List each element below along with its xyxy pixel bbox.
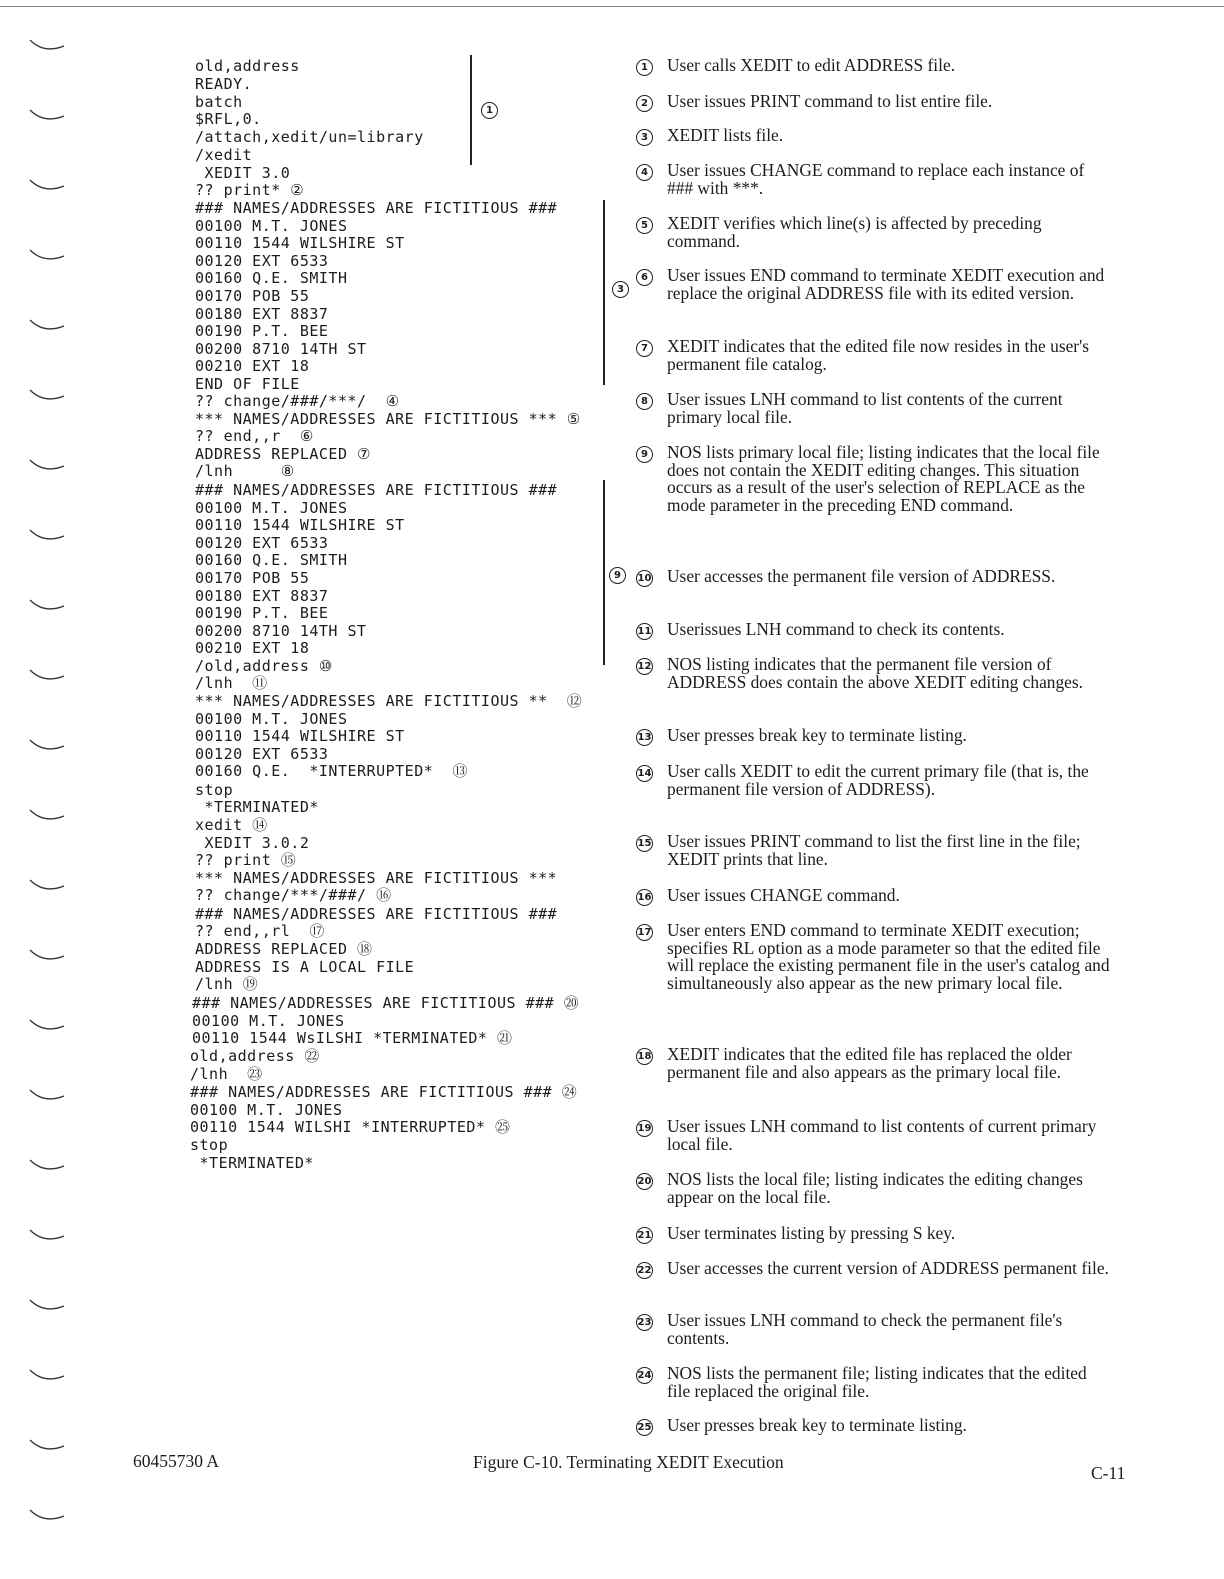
terminal-line: XEDIT 3.0	[195, 164, 291, 182]
callout-number: 23	[636, 1314, 653, 1331]
terminal-line: *TERMINATED*	[195, 798, 319, 816]
terminal-line: /lnh ㉓	[190, 1065, 263, 1083]
callout-number: 13	[636, 729, 653, 746]
bracket-1	[466, 55, 472, 165]
terminal-line: END OF FILE	[195, 375, 300, 393]
binding-scallop	[30, 740, 64, 749]
annotation-text: User issues PRINT command to list the first line in the file; XEDIT prints that line.	[667, 831, 1081, 869]
terminal-line: ?? change/***/###/ ⑯	[195, 886, 392, 904]
annotation-item	[636, 444, 1114, 514]
terminal-line: 00180 EXT 8837	[195, 587, 329, 605]
terminal-line: ### NAMES/ADDRESSES ARE FICTITIOUS ###	[195, 481, 558, 499]
annotation-item	[636, 922, 1114, 992]
annotation-item	[636, 57, 1114, 75]
binding-scallop	[30, 390, 64, 399]
terminal-line: ### NAMES/ADDRESSES ARE FICTITIOUS ### ⑳	[192, 994, 580, 1012]
callout-number: 9	[636, 446, 653, 463]
annotation-text: User issues LNH command to list contents of the current primary local file.	[667, 389, 1063, 427]
terminal-line: 00110 1544 WILSHIRE ST	[195, 516, 405, 534]
callout-number: 21	[636, 1227, 653, 1244]
terminal-line: /lnh ⑲	[195, 975, 259, 993]
binding-scallop	[30, 1510, 64, 1519]
figure-caption: Figure C-10. Terminating XEDIT Execution	[473, 1452, 784, 1472]
terminal-line: 00180 EXT 8837	[195, 305, 329, 323]
annotation-text: XEDIT indicates that the edited file now resides in the user's permanent file catalog.	[667, 336, 1090, 374]
terminal-line: 00110 1544 WsILSHI *TERMINATED* ㉑	[192, 1029, 513, 1047]
terminal-line: 00120 EXT 6533	[195, 534, 329, 552]
annotation-item	[636, 1417, 1114, 1435]
binding-scallop	[30, 460, 64, 469]
annotation-text: User accesses the permanent file version of ADDRESS.	[667, 566, 1056, 586]
terminal-line: ADDRESS IS A LOCAL FILE	[195, 958, 415, 976]
annotation-item	[636, 727, 1114, 745]
annotation-text: User presses break key to terminate listing.	[667, 725, 967, 745]
terminal-line: 00100 M.T. JONES	[195, 499, 348, 517]
terminal-line: *** NAMES/ADDRESSES ARE FICTITIOUS ** ⑫	[195, 692, 583, 710]
binding-scallop	[30, 250, 64, 259]
annotation-item	[636, 1171, 1114, 1206]
annotation-text: NOS lists the local file; listing indicates the editing changes appear on the local file.	[667, 1169, 1083, 1207]
terminal-line: 00160 Q.E. *INTERRUPTED* ⑬	[195, 762, 468, 780]
callout-number: 20	[636, 1173, 653, 1190]
callout-number: 16	[636, 889, 653, 906]
annotation-text: User accesses the current version of ADDRESS permanent file.	[667, 1258, 1109, 1278]
terminal-line: ### NAMES/ADDRESSES ARE FICTITIOUS ### ㉔	[190, 1083, 578, 1101]
binding-scallop	[30, 1090, 64, 1099]
terminal-line: 00100 M.T. JONES	[192, 1012, 345, 1030]
top-rule	[0, 6, 1224, 7]
terminal-line: /xedit	[195, 146, 253, 164]
annotation-item	[636, 1118, 1114, 1153]
callout-number: 18	[636, 1048, 653, 1065]
annotation-item	[636, 1312, 1114, 1347]
annotation-text: User issues CHANGE command to replace each instance of ### with ***.	[667, 160, 1085, 198]
terminal-line: xedit ⑭	[195, 816, 268, 834]
annotation-text: NOS lists the permanent file; listing indicates that the edited file replaced the original file.	[667, 1363, 1087, 1401]
terminal-line: 00170 POB 55	[195, 569, 310, 587]
callout-number: 1	[636, 59, 653, 76]
terminal-line: ?? change/###/***/ ④	[195, 392, 400, 410]
callout-number: 5	[636, 217, 653, 234]
terminal-line: 00110 1544 WILSHI *INTERRUPTED* ㉕	[190, 1118, 511, 1136]
terminal-line: 00160 Q.E. SMITH	[195, 551, 348, 569]
callout-number: 8	[636, 393, 653, 410]
annotation-item	[636, 338, 1114, 373]
annotation-item	[636, 127, 1114, 145]
callout-number: 10	[636, 570, 653, 587]
terminal-line: /lnh ⑪	[195, 674, 268, 692]
annotation-item	[636, 763, 1114, 798]
binding-scallop	[30, 950, 64, 959]
binding-scallop	[30, 880, 64, 889]
terminal-line: stop	[190, 1136, 229, 1154]
callout-number: 7	[636, 340, 653, 357]
terminal-line: $RFL,0.	[195, 110, 262, 128]
annotation-text: User issues CHANGE command.	[667, 885, 900, 905]
bracket-3	[599, 200, 605, 385]
callout-number: 12	[636, 658, 653, 675]
page-number: C-11	[1091, 1463, 1126, 1483]
document-number: 60455730 A	[133, 1451, 220, 1471]
terminal-line: /old,address ⑩	[195, 657, 333, 675]
binding-scallop	[30, 600, 64, 609]
annotation-item	[636, 621, 1114, 639]
terminal-line: 00190 P.T. BEE	[195, 322, 329, 340]
binding-scallop	[30, 1300, 64, 1309]
terminal-line: ### NAMES/ADDRESSES ARE FICTITIOUS ###	[195, 199, 558, 217]
terminal-line: ?? end,,rl ⑰	[195, 922, 325, 940]
terminal-line: 00110 1544 WILSHIRE ST	[195, 727, 405, 745]
terminal-line: *** NAMES/ADDRESSES ARE FICTITIOUS *** ⑤	[195, 410, 581, 428]
binding-scallop	[30, 40, 64, 49]
terminal-line: READY.	[195, 75, 253, 93]
terminal-line: 00110 1544 WILSHIRE ST	[195, 234, 405, 252]
annotation-item	[636, 391, 1114, 426]
terminal-line: *TERMINATED*	[190, 1154, 314, 1172]
binding-scallop	[30, 810, 64, 819]
terminal-line: old,address ㉒	[190, 1047, 320, 1065]
callout-number: 6	[636, 269, 653, 286]
binding-scallop	[30, 530, 64, 539]
annotation-item	[636, 1260, 1114, 1278]
annotation-item	[636, 1046, 1114, 1081]
annotation-text: User issues PRINT command to list entire file.	[667, 91, 993, 111]
annotation-item	[636, 1365, 1114, 1400]
annotation-text: User terminates listing by pressing S key.	[667, 1223, 956, 1243]
annotation-item	[636, 568, 1114, 586]
annotation-text: User calls XEDIT to edit ADDRESS file.	[667, 55, 956, 75]
binding-scallop	[30, 110, 64, 119]
binding-scallop	[30, 1440, 64, 1449]
annotation-item	[636, 267, 1114, 302]
annotation-item	[636, 833, 1114, 868]
terminal-line: 00190 P.T. BEE	[195, 604, 329, 622]
annotation-text: XEDIT indicates that the edited file has replaced the older permanent file and also appears as the primary local file.	[667, 1044, 1072, 1082]
terminal-line: 00120 EXT 6533	[195, 252, 329, 270]
terminal-line: 00210 EXT 18	[195, 357, 310, 375]
callout-number: 14	[636, 765, 653, 782]
bracket-9	[599, 480, 605, 665]
terminal-line: 00160 Q.E. SMITH	[195, 269, 348, 287]
binding-scallops	[22, 40, 72, 1560]
annotation-text: NOS listing indicates that the permanent file version of ADDRESS does contain the above XEDIT editing changes.	[667, 654, 1084, 692]
terminal-line: ADDRESS REPLACED ⑦	[195, 445, 371, 463]
callout-number: 3	[636, 129, 653, 146]
callout-number: 24	[636, 1367, 653, 1384]
binding-scallop	[30, 1020, 64, 1029]
terminal-line: ADDRESS REPLACED ⑱	[195, 940, 373, 958]
terminal-line: ?? end,,r ⑥	[195, 427, 314, 445]
callout-number: 11	[636, 623, 653, 640]
terminal-line: 00100 M.T. JONES	[195, 217, 348, 235]
terminal-line: XEDIT 3.0.2	[195, 834, 310, 852]
binding-scallop	[30, 670, 64, 679]
annotation-text: User issues LNH command to list contents of current primary local file.	[667, 1116, 1097, 1154]
callout-number: 15	[636, 835, 653, 852]
terminal-line: ?? print ⑮	[195, 851, 297, 869]
annotation-text: Userissues LNH command to check its contents.	[667, 619, 1005, 639]
callout-number: 22	[636, 1262, 653, 1279]
annotation-text: User calls XEDIT to edit the current primary file (that is, the permanent file version of ADDRESS).	[667, 761, 1089, 799]
callout-number: 19	[636, 1120, 653, 1137]
annotation-item	[636, 93, 1114, 111]
annotation-item	[636, 215, 1114, 250]
terminal-line: ?? print* ②	[195, 181, 305, 199]
annotation-text: User issues END command to terminate XEDIT execution and replace the original ADDRESS file with its edited version.	[667, 265, 1105, 303]
bracket-label-1: 1	[481, 102, 498, 119]
bracket-label-3: 3	[612, 281, 629, 298]
binding-scallop	[30, 180, 64, 189]
terminal-line: *** NAMES/ADDRESSES ARE FICTITIOUS ***	[195, 869, 558, 887]
annotation-text: NOS lists primary local file; listing indicates that the local file does not contain the XEDIT editing changes. This situation occurs as a result of the user's selection of REPLACE as the mode parameter in the preceding END command.	[667, 442, 1100, 515]
terminal-line: /attach,xedit/un=library	[195, 128, 424, 146]
terminal-line: batch	[195, 93, 243, 111]
terminal-line: ### NAMES/ADDRESSES ARE FICTITIOUS ###	[195, 905, 558, 923]
annotation-item	[636, 162, 1114, 197]
terminal-line: /lnh ⑧	[195, 462, 295, 480]
terminal-line: 00170 POB 55	[195, 287, 310, 305]
terminal-line: old,address	[195, 57, 300, 75]
binding-scallop	[30, 1230, 64, 1239]
binding-scallop	[30, 320, 64, 329]
binding-scallop	[30, 1160, 64, 1169]
callout-number: 17	[636, 924, 653, 941]
terminal-line: 00200 8710 14TH ST	[195, 622, 367, 640]
annotation-text: XEDIT lists file.	[667, 125, 784, 145]
terminal-line: 00120 EXT 6533	[195, 745, 329, 763]
terminal-line: 00210 EXT 18	[195, 639, 310, 657]
annotation-text: User presses break key to terminate listing.	[667, 1415, 967, 1435]
binding-scallop	[30, 1370, 64, 1379]
callout-number: 25	[636, 1419, 653, 1436]
terminal-line: 00200 8710 14TH ST	[195, 340, 367, 358]
bracket-label-9: 9	[609, 567, 626, 584]
annotation-item	[636, 656, 1114, 691]
callout-number: 2	[636, 95, 653, 112]
terminal-line: 00100 M.T. JONES	[195, 710, 348, 728]
terminal-line: stop	[195, 781, 234, 799]
callout-number: 4	[636, 164, 653, 181]
annotation-text: User issues LNH command to check the permanent file's contents.	[667, 1310, 1063, 1348]
annotation-text: User enters END command to terminate XEDIT execution; specifies RL option as a mode parameter so that the edited file will replace the existing permanent file in the user's catalog and simultaneously also appear as the new primary local file.	[667, 920, 1110, 993]
annotation-text: XEDIT verifies which line(s) is affected by preceding command.	[667, 213, 1042, 251]
terminal-line: 00100 M.T. JONES	[190, 1101, 343, 1119]
annotation-item	[636, 1225, 1114, 1243]
annotation-item	[636, 887, 1114, 905]
